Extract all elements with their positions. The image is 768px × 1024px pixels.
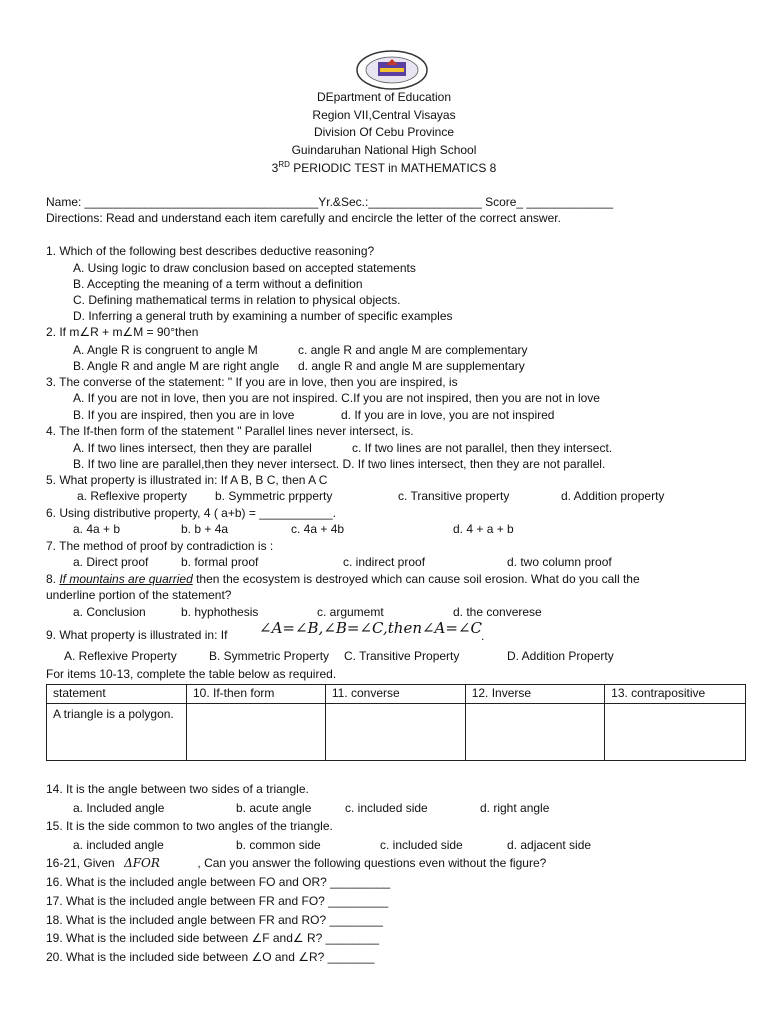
q8-option-a: a. Conclusion [73, 605, 146, 619]
q4-option-b: B. If two line are parallel,then they never intersect. D. If two lines intersect, then they are not parallel. [73, 457, 606, 471]
q18: 18. What is the included angle between FR and RO? ________ [46, 913, 383, 927]
test-title [0, 160, 768, 175]
q15-option-a: a. included angle [73, 838, 164, 852]
q14-option-b: b. acute angle [236, 801, 312, 815]
q15-option-d: d. adjacent side [507, 838, 592, 852]
q7-option-d: d. two column proof [507, 555, 612, 569]
q5-option-a: a. Reflexive property [77, 489, 188, 503]
answer-cell-inverse[interactable] [465, 704, 604, 761]
q14-stem: 14. It is the angle between two sides of a triangle. [46, 782, 309, 796]
q6-option-a: a. 4a + b [73, 522, 121, 536]
q9-option-b: B. Symmetric Property [209, 649, 330, 663]
q9-stem: 9. What property is illustrated in: If [46, 628, 228, 642]
header-line-4: Guindaruhan National High School [291, 143, 477, 157]
q7-option-a: a. Direct proof [73, 555, 149, 569]
answer-cell-contrapositive[interactable] [605, 704, 746, 761]
table-header: 10. If-then form [186, 685, 325, 704]
test-title-suffix: PERIODIC TEST in MATHEMATICS 8 [289, 161, 497, 175]
q9-period: . [481, 629, 485, 643]
q15-option-c: c. included side [380, 838, 463, 852]
q2-option-d: d. angle R and angle M are supplementary [298, 359, 525, 373]
q9-expression: ∠A=∠B,∠B=∠C,then∠A=∠C [259, 619, 483, 637]
table-header: 12. Inverse [465, 685, 604, 704]
q4-stem: 4. The If-then form of the statement " Parallel lines never intersect, is. [46, 424, 414, 438]
q14-option-d: d. right angle [480, 801, 550, 815]
q19: 19. What is the included side between ∠F and∠ R? ________ [46, 931, 380, 945]
q5-option-c: c. Transitive property [398, 489, 510, 503]
q5-option-d: d. Addition property [561, 489, 665, 503]
test-title-prefix: 3 [271, 161, 279, 175]
header-line-1: DEpartment of Education [316, 90, 452, 104]
q4-option-c: c. If two lines are not parallel, then they intersect. [352, 441, 613, 455]
q5-option-b: b. Symmetric prpperty [215, 489, 333, 503]
table-header-row [47, 685, 746, 704]
q14-option-a: a. Included angle [73, 801, 165, 815]
q8-option-c: c. argumemt [317, 605, 384, 619]
table-row [47, 704, 746, 761]
triangle-for-symbol: ΔFOR [124, 856, 160, 870]
table-header: 11. converse [325, 685, 465, 704]
q17: 17. What is the included angle between FR and FO? _________ [46, 894, 389, 908]
q4-option-a: A. If two lines intersect, then they are parallel [73, 441, 312, 455]
q6-stem: 6. Using distributive property, 4 ( a+b) = ___________. [46, 506, 336, 520]
q8-number: 8. [46, 572, 60, 586]
q20: 20. What is the included side between ∠O and ∠R? _______ [46, 950, 375, 964]
q2-option-b: B. Angle R and angle M are right angle [73, 359, 280, 373]
q8-stem [46, 572, 640, 587]
deped-seal-logo [356, 50, 428, 90]
table-intro: For items 10-13, complete the table below as required. [46, 667, 337, 681]
q1-option-d: D. Inferring a general truth by examining a number of specific examples [73, 309, 453, 323]
q16-21-intro [46, 856, 546, 871]
q6-option-b: b. b + 4a [181, 522, 229, 536]
q3-option-b: B. If you are inspired, then you are in love [73, 408, 295, 422]
table-header: statement [47, 685, 187, 704]
answer-cell-converse[interactable] [325, 704, 465, 761]
q9-option-c: C. Transitive Property [344, 649, 460, 663]
q1-option-a: A. Using logic to draw conclusion based on accepted statements [73, 261, 416, 275]
q6-option-c: c. 4a + 4b [291, 522, 345, 536]
q2-option-c: c. angle R and angle M are complementary [298, 343, 528, 357]
q15-option-b: b. common side [236, 838, 321, 852]
q9-option-d: D. Addition Property [507, 649, 614, 663]
answer-table [46, 684, 746, 761]
q9-option-a: A. Reflexive Property [64, 649, 177, 663]
q2-stem: 2. If m∠R + m∠M = 90°then [46, 325, 199, 339]
q15-stem: 15. It is the side common to two angles of the triangle. [46, 819, 333, 833]
q8-option-d: d. the converese [453, 605, 542, 619]
q5-stem: 5. What property is illustrated in: If A B, B C, then A C [46, 473, 328, 487]
q6-option-d: d. 4 + a + b [453, 522, 514, 536]
q7-stem: 7. The method of proof by contradiction is : [46, 539, 274, 553]
header-line-3: Division Of Cebu Province [313, 125, 455, 139]
q1-stem: 1. Which of the following best describes deductive reasoning? [46, 244, 375, 258]
directions: Directions: Read and understand each item carefully and encircle the letter of the correct answer. [46, 211, 561, 225]
q3-option-d: d. If you are in love, you are not inspired [341, 408, 555, 422]
q8-rest: then the ecosystem is destroyed which can cause soil erosion. What do you call the [192, 572, 640, 586]
q1-option-c: C. Defining mathematical terms in relation to physical objects. [73, 293, 401, 307]
table-statement-cell: A triangle is a polygon. [47, 704, 187, 761]
q3-stem: 3. The converse of the statement: " If you are in love, then you are inspired, is [46, 375, 458, 389]
q2-option-a: A. Angle R is congruent to angle M [73, 343, 258, 357]
q1-option-b: B. Accepting the meaning of a term without a definition [73, 277, 363, 291]
name-line: Name: ___________________________________Yr.&Sec.:_________________ Score_ _____________ [46, 195, 614, 209]
header-line-2: Region VII,Central Visayas [312, 108, 456, 122]
q8-option-b: b. hyphothesis [181, 605, 259, 619]
q16: 16. What is the included angle between FO and OR? _________ [46, 875, 391, 889]
q8-underlined-phrase: If mountains are quarried [59, 572, 193, 586]
q7-option-c: c. indirect proof [343, 555, 426, 569]
q3-option-a: A. If you are not in love, then you are not inspired. C.If you are not inspired, then you are not in love [73, 391, 600, 405]
q8-stem-line2: underline portion of the statement? [46, 588, 232, 602]
q16-21-suffix: , Can you answer the following questions even without the figure? [197, 856, 547, 870]
q7-option-b: b. formal proof [181, 555, 259, 569]
q14-option-c: c. included side [345, 801, 428, 815]
q16-21-prefix: 16-21, Given [46, 856, 115, 870]
table-header: 13. contrapositive [605, 685, 746, 704]
answer-cell-if-then[interactable] [186, 704, 325, 761]
test-title-sup: RD [278, 160, 290, 169]
